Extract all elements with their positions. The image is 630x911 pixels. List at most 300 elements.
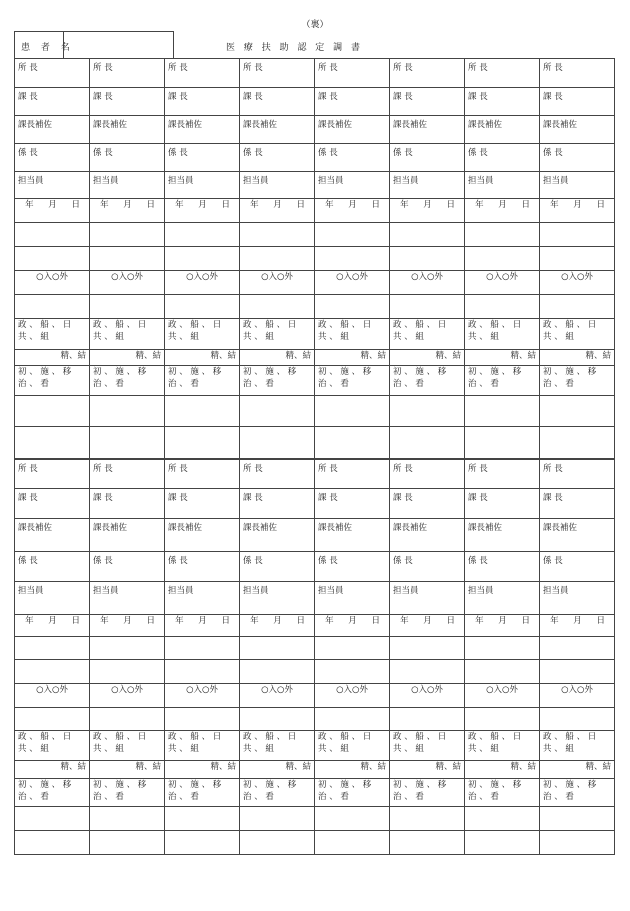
shocho-label: 所 長 xyxy=(18,464,38,474)
tanto-label: 担当員 xyxy=(93,176,119,186)
inpatient-outpatient-label: ○入○外 xyxy=(486,685,518,695)
date-label: 年 月 日 xyxy=(550,616,611,626)
cell xyxy=(90,731,165,761)
kakari-label: 係 長 xyxy=(168,148,188,158)
cell xyxy=(540,615,615,637)
tanto-label: 担当員 xyxy=(93,586,119,596)
cell xyxy=(390,779,465,807)
category-line2: 治 、 看 xyxy=(168,792,199,802)
cell xyxy=(90,396,165,427)
cell xyxy=(390,366,465,396)
date-row xyxy=(15,615,615,637)
cell xyxy=(390,295,465,319)
hosa-label: 課長補佐 xyxy=(393,523,428,533)
inpatient-outpatient-label: ○入○外 xyxy=(336,272,368,282)
date-label: 年 月 日 xyxy=(550,200,611,210)
cell xyxy=(465,116,540,144)
hosa-label: 課長補佐 xyxy=(318,120,353,130)
cell xyxy=(465,199,540,223)
kakari-label: 係 長 xyxy=(318,556,338,566)
category-line2: 治 、 看 xyxy=(93,792,124,802)
hosa-label: 課長補佐 xyxy=(93,120,128,130)
cell xyxy=(90,460,165,489)
cell xyxy=(15,637,90,660)
category-line2: 治 、 看 xyxy=(243,792,274,802)
category-line1: 政 、 船 、 日 xyxy=(168,732,222,742)
cell xyxy=(90,582,165,615)
cell xyxy=(240,223,315,247)
blank-row xyxy=(15,831,615,855)
category-line2: 治 、 看 xyxy=(468,379,499,389)
cell xyxy=(165,172,240,199)
cell xyxy=(465,779,540,807)
cell xyxy=(165,637,240,660)
cell xyxy=(240,271,315,295)
cell xyxy=(90,684,165,708)
cell xyxy=(90,489,165,519)
cell xyxy=(540,731,615,761)
cell xyxy=(315,172,390,199)
hosa-label: 課長補佐 xyxy=(243,523,278,533)
cell xyxy=(15,582,90,615)
shocho-row xyxy=(15,59,615,88)
cell xyxy=(15,116,90,144)
seiketsu-label: 精、結 xyxy=(435,351,461,361)
date-label: 年 月 日 xyxy=(175,616,236,626)
cell xyxy=(540,552,615,582)
cell xyxy=(240,396,315,427)
cell xyxy=(240,88,315,116)
cell xyxy=(540,708,615,731)
blank-row xyxy=(15,396,615,427)
cell xyxy=(465,731,540,761)
kakari-label: 係 長 xyxy=(468,556,488,566)
cell xyxy=(15,144,90,172)
cell xyxy=(165,761,240,779)
category-line1: 政 、 船 、 日 xyxy=(243,320,297,330)
cell xyxy=(390,172,465,199)
inpatient-outpatient-label: ○入○外 xyxy=(186,272,218,282)
cell xyxy=(390,582,465,615)
kacho-label: 課 長 xyxy=(168,92,188,102)
cell xyxy=(540,637,615,660)
seiketsu-row xyxy=(15,761,615,779)
category-line2: 治 、 看 xyxy=(93,379,124,389)
cell xyxy=(90,831,165,855)
cell xyxy=(465,684,540,708)
cell xyxy=(90,172,165,199)
seiketsu-label: 精、結 xyxy=(285,351,311,361)
cell xyxy=(15,172,90,199)
date-label: 年 月 日 xyxy=(175,200,236,210)
cell xyxy=(540,807,615,831)
cell xyxy=(90,59,165,88)
kakari-label: 係 長 xyxy=(18,148,38,158)
blank-row xyxy=(15,427,615,459)
category-line1: 初 、 施 、 移 xyxy=(243,780,297,790)
category2-row xyxy=(15,366,615,396)
tanto-label: 担当員 xyxy=(18,586,44,596)
cell xyxy=(465,59,540,88)
kacho-label: 課 長 xyxy=(543,92,563,102)
cell xyxy=(465,319,540,350)
date-label: 年 月 日 xyxy=(400,200,461,210)
cell xyxy=(540,582,615,615)
cell xyxy=(165,731,240,761)
category1-row xyxy=(15,731,615,761)
hosa-label: 課長補佐 xyxy=(318,523,353,533)
cell xyxy=(15,779,90,807)
category-line2: 共 、 組 xyxy=(468,744,499,754)
category-line2: 治 、 看 xyxy=(543,792,574,802)
cell xyxy=(15,199,90,223)
cell xyxy=(390,731,465,761)
cell xyxy=(540,144,615,172)
cell xyxy=(240,460,315,489)
cell xyxy=(540,350,615,366)
patient-name-label: 患 者 名 xyxy=(21,43,74,53)
cell xyxy=(15,519,90,552)
cell xyxy=(15,831,90,855)
cell xyxy=(165,116,240,144)
category-line1: 政 、 船 、 日 xyxy=(468,320,522,330)
category-line2: 共 、 組 xyxy=(543,744,574,754)
inpatient-outpatient-label: ○入○外 xyxy=(186,685,218,695)
category-line1: 政 、 船 、 日 xyxy=(243,732,297,742)
category-line2: 治 、 看 xyxy=(468,792,499,802)
inpatient-outpatient-label: ○入○外 xyxy=(261,685,293,695)
cell xyxy=(15,350,90,366)
cell xyxy=(15,223,90,247)
cell xyxy=(240,637,315,660)
cell xyxy=(90,271,165,295)
category-line1: 政 、 船 、 日 xyxy=(543,732,597,742)
date-row xyxy=(15,199,615,223)
shocho-row xyxy=(15,460,615,489)
cell xyxy=(390,708,465,731)
cell xyxy=(315,761,390,779)
cell xyxy=(315,582,390,615)
cell xyxy=(15,708,90,731)
seiketsu-label: 精、結 xyxy=(60,762,86,772)
kacho-label: 課 長 xyxy=(393,92,413,102)
cell xyxy=(15,366,90,396)
tanto-label: 担当員 xyxy=(468,176,494,186)
hosa-label: 課長補佐 xyxy=(543,120,578,130)
category-line1: 初 、 施 、 移 xyxy=(93,780,147,790)
cell xyxy=(90,295,165,319)
cell xyxy=(90,223,165,247)
cell xyxy=(465,223,540,247)
kacho-label: 課 長 xyxy=(468,493,488,503)
cell xyxy=(15,88,90,116)
hosa-label: 課長補佐 xyxy=(168,120,203,130)
category1-row xyxy=(15,319,615,350)
tanto-label: 担当員 xyxy=(318,176,344,186)
inpatient-outpatient-label: ○入○外 xyxy=(561,272,593,282)
cell xyxy=(240,199,315,223)
kakari-label: 係 長 xyxy=(318,148,338,158)
blank-row xyxy=(15,807,615,831)
kacho-label: 課 長 xyxy=(18,92,38,102)
kacho-label: 課 長 xyxy=(243,92,263,102)
cell xyxy=(240,615,315,637)
seiketsu-label: 精、結 xyxy=(360,762,386,772)
cell xyxy=(540,116,615,144)
cell xyxy=(315,615,390,637)
date-label: 年 月 日 xyxy=(475,616,536,626)
cell xyxy=(315,519,390,552)
cell xyxy=(240,295,315,319)
category-line2: 共 、 組 xyxy=(93,332,124,342)
cell xyxy=(390,88,465,116)
kakari-label: 係 長 xyxy=(93,148,113,158)
cell xyxy=(90,637,165,660)
inpatient-outpatient-label: ○入○外 xyxy=(411,685,443,695)
hosa-label: 課長補佐 xyxy=(93,523,128,533)
cell xyxy=(465,637,540,660)
shocho-label: 所 長 xyxy=(393,464,413,474)
approval-block-upper xyxy=(14,58,615,459)
inpatient-outpatient-label: ○入○外 xyxy=(411,272,443,282)
document-title: 医 療 扶 助 認 定 調 書 xyxy=(226,43,364,53)
cell xyxy=(465,615,540,637)
cell xyxy=(315,350,390,366)
nyugai-row xyxy=(15,271,615,295)
cell xyxy=(165,295,240,319)
cell xyxy=(540,88,615,116)
cell xyxy=(165,144,240,172)
cell xyxy=(240,144,315,172)
shocho-label: 所 長 xyxy=(168,464,188,474)
cell xyxy=(540,366,615,396)
cell xyxy=(540,271,615,295)
category-line1: 政 、 船 、 日 xyxy=(318,732,372,742)
shocho-label: 所 長 xyxy=(318,464,338,474)
cell xyxy=(390,223,465,247)
tanto-label: 担当員 xyxy=(393,586,419,596)
cell xyxy=(165,223,240,247)
category-line1: 初 、 施 、 移 xyxy=(543,367,597,377)
cell xyxy=(90,761,165,779)
seiketsu-label: 精、結 xyxy=(510,762,536,772)
cell xyxy=(165,779,240,807)
category-line2: 共 、 組 xyxy=(318,332,349,342)
nyugai-row xyxy=(15,684,615,708)
cell xyxy=(540,684,615,708)
cell xyxy=(390,489,465,519)
seiketsu-label: 精、結 xyxy=(60,351,86,361)
hosa-label: 課長補佐 xyxy=(468,120,503,130)
kacho-label: 課 長 xyxy=(318,493,338,503)
cell xyxy=(540,779,615,807)
cell xyxy=(465,396,540,427)
category2-row xyxy=(15,779,615,807)
cell xyxy=(90,660,165,684)
inpatient-outpatient-label: ○入○外 xyxy=(486,272,518,282)
kacho-label: 課 長 xyxy=(243,493,263,503)
shocho-label: 所 長 xyxy=(543,63,563,73)
date-label: 年 月 日 xyxy=(250,616,311,626)
cell xyxy=(540,295,615,319)
cell xyxy=(540,427,615,459)
cell xyxy=(90,779,165,807)
cell xyxy=(390,761,465,779)
seiketsu-label: 精、結 xyxy=(285,762,311,772)
category-line2: 治 、 看 xyxy=(543,379,574,389)
cell xyxy=(540,199,615,223)
tanto-label: 担当員 xyxy=(393,176,419,186)
cell xyxy=(90,116,165,144)
category-line2: 共 、 組 xyxy=(468,332,499,342)
cell xyxy=(465,144,540,172)
shocho-label: 所 長 xyxy=(168,63,188,73)
cell xyxy=(240,708,315,731)
cell xyxy=(540,519,615,552)
cell xyxy=(465,660,540,684)
cell xyxy=(165,615,240,637)
tanto-label: 担当員 xyxy=(168,176,194,186)
category-line2: 共 、 組 xyxy=(93,744,124,754)
category-line1: 初 、 施 、 移 xyxy=(468,367,522,377)
cell xyxy=(240,660,315,684)
cell xyxy=(540,247,615,271)
cell xyxy=(540,396,615,427)
category-line2: 共 、 組 xyxy=(18,744,49,754)
cell xyxy=(465,708,540,731)
cell xyxy=(315,366,390,396)
cell xyxy=(15,660,90,684)
cell xyxy=(15,761,90,779)
cell xyxy=(465,460,540,489)
cell xyxy=(465,582,540,615)
cell xyxy=(15,59,90,88)
cell xyxy=(315,684,390,708)
category-line2: 共 、 組 xyxy=(243,332,274,342)
cell xyxy=(15,427,90,459)
cell xyxy=(315,708,390,731)
cell xyxy=(165,489,240,519)
cell xyxy=(390,199,465,223)
cell xyxy=(390,350,465,366)
cell xyxy=(465,295,540,319)
date-label: 年 月 日 xyxy=(25,616,86,626)
seiketsu-label: 精、結 xyxy=(210,762,236,772)
category-line2: 治 、 看 xyxy=(18,379,49,389)
cell xyxy=(315,637,390,660)
cell xyxy=(540,831,615,855)
cell xyxy=(540,223,615,247)
cell xyxy=(15,396,90,427)
cell xyxy=(15,319,90,350)
cell xyxy=(390,552,465,582)
kakari-row xyxy=(15,144,615,172)
cell xyxy=(390,59,465,88)
cell xyxy=(315,247,390,271)
cell xyxy=(315,88,390,116)
category-line1: 初 、 施 、 移 xyxy=(393,367,447,377)
shocho-label: 所 長 xyxy=(468,63,488,73)
cell xyxy=(90,144,165,172)
patient-name-box xyxy=(14,31,174,58)
category-line2: 治 、 看 xyxy=(393,792,424,802)
cell xyxy=(240,731,315,761)
category-line2: 治 、 看 xyxy=(168,379,199,389)
cell xyxy=(465,519,540,552)
inpatient-outpatient-label: ○入○外 xyxy=(561,685,593,695)
tanto-label: 担当員 xyxy=(18,176,44,186)
kakari-label: 係 長 xyxy=(168,556,188,566)
cell xyxy=(240,582,315,615)
cell xyxy=(90,350,165,366)
cell xyxy=(465,350,540,366)
hosa-row xyxy=(15,519,615,552)
category-line2: 治 、 看 xyxy=(393,379,424,389)
date-label: 年 月 日 xyxy=(325,616,386,626)
cell xyxy=(390,460,465,489)
cell xyxy=(390,519,465,552)
cell xyxy=(15,247,90,271)
kacho-label: 課 長 xyxy=(318,92,338,102)
cell xyxy=(165,831,240,855)
cell xyxy=(90,427,165,459)
cell xyxy=(465,427,540,459)
seiketsu-label: 精、結 xyxy=(135,762,161,772)
category-line2: 共 、 組 xyxy=(168,332,199,342)
cell xyxy=(240,807,315,831)
cell xyxy=(315,396,390,427)
cell xyxy=(165,519,240,552)
cell xyxy=(465,831,540,855)
cell xyxy=(390,684,465,708)
cell xyxy=(315,319,390,350)
cell xyxy=(240,59,315,88)
shocho-label: 所 長 xyxy=(93,63,113,73)
category-line1: 初 、 施 、 移 xyxy=(318,367,372,377)
blank-row xyxy=(15,637,615,660)
inpatient-outpatient-label: ○入○外 xyxy=(336,685,368,695)
date-label: 年 月 日 xyxy=(325,200,386,210)
hosa-label: 課長補佐 xyxy=(18,120,53,130)
seiketsu-label: 精、結 xyxy=(585,351,611,361)
cell xyxy=(390,427,465,459)
seiketsu-label: 精、結 xyxy=(435,762,461,772)
category-line1: 初 、 施 、 移 xyxy=(468,780,522,790)
category-line2: 治 、 看 xyxy=(318,379,349,389)
kakari-label: 係 長 xyxy=(93,556,113,566)
cell xyxy=(90,199,165,223)
category-line1: 政 、 船 、 日 xyxy=(468,732,522,742)
cell xyxy=(240,552,315,582)
category-line1: 初 、 施 、 移 xyxy=(18,780,72,790)
cell xyxy=(90,319,165,350)
cell xyxy=(465,552,540,582)
kakari-label: 係 長 xyxy=(543,148,563,158)
cell xyxy=(315,144,390,172)
cell xyxy=(390,319,465,350)
cell xyxy=(390,144,465,172)
cell xyxy=(315,116,390,144)
date-label: 年 月 日 xyxy=(400,616,461,626)
cell xyxy=(90,519,165,552)
kacho-label: 課 長 xyxy=(168,493,188,503)
hosa-label: 課長補佐 xyxy=(18,523,53,533)
category-line2: 共 、 組 xyxy=(168,744,199,754)
cell xyxy=(540,59,615,88)
shocho-label: 所 長 xyxy=(393,63,413,73)
seiketsu-label: 精、結 xyxy=(360,351,386,361)
cell xyxy=(390,660,465,684)
